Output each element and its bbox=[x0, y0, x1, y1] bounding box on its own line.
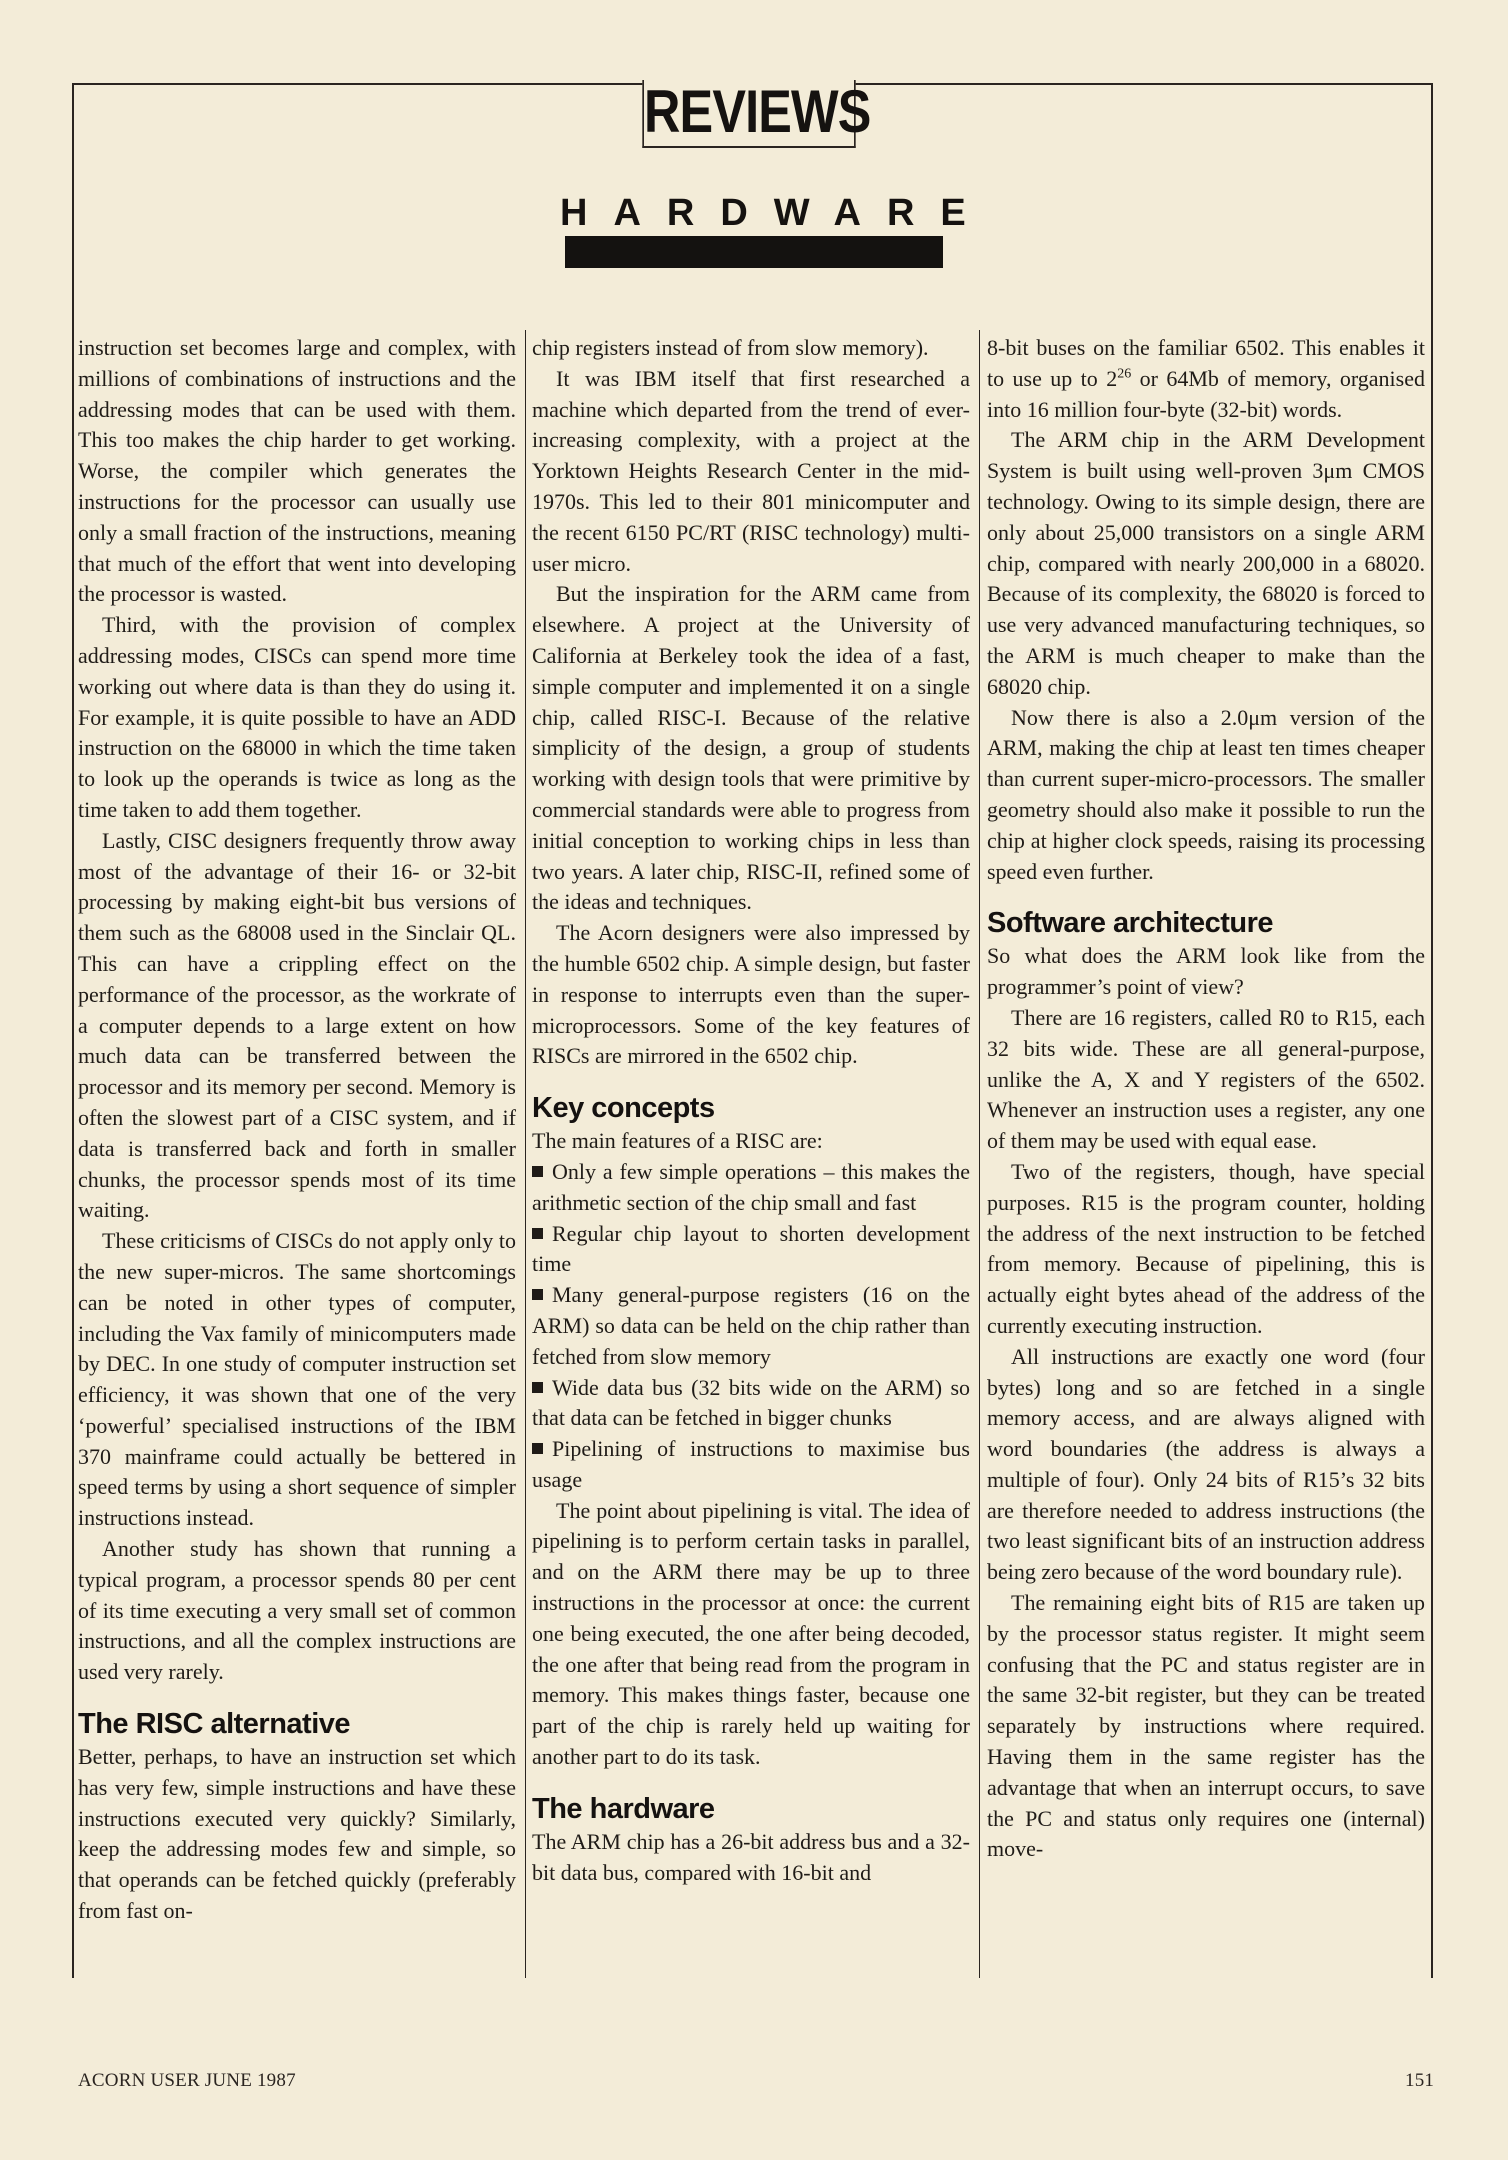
bullet-square-icon bbox=[532, 1228, 543, 1239]
page-frame-left bbox=[72, 83, 74, 1978]
paragraph: The ARM chip has a 26-bit address bus and a 32-bit data bus, compared with 16-bit and bbox=[532, 1828, 970, 1885]
paragraph: Better, perhaps, to have an instruction set which has very few, simple instructions and have these instructions executed very quickly? Similarly, keep the addressing modes few and simple, so that operands can be fetched quickly (preferably from fast on- bbox=[78, 1744, 516, 1924]
paragraph: The Acorn designers were also impressed by the humble 6502 chip. A simple design, but faster in response to interrupts even than the super-microprocessors. Some of the key features of RISCs are mirrored in the 6502 chip. bbox=[532, 920, 970, 1069]
bullet-item: Wide data bus (32 bits wide on the ARM) so that data can be fetched in bigger chunks bbox=[532, 1374, 970, 1431]
footer-page-number: 151 bbox=[1405, 2070, 1435, 2091]
subsection-title: HARDWARE bbox=[560, 192, 992, 234]
heading-key-concepts: Key concepts bbox=[532, 1092, 715, 1125]
paragraph: It was IBM itself that first researched a machine which departed from the trend of ever-increasing complexity, with a project at the Yorktown Heights Research Center in the mid-1970s. This led to their 801 minicomputer and the recent 6150 PC/RT (RISC technology) multi-user micro. bbox=[532, 365, 970, 576]
paragraph: Now there is also a 2.0μm version of the ARM, making the chip at least ten times cheaper than current super-micro-processors. The smaller geometry should also make it possible to run the chip at higher clock speeds, raising its processing speed even further. bbox=[987, 704, 1425, 884]
paragraph: instruction set becomes large and complex, with millions of combinations of instructions and the addressing modes that can be used with them. This too makes the chip harder to get working. Worse, the compiler which generates the instructions for the processor can usually use only a small fraction of the instructions, meaning that much of the effort that went into developing the processor is wasted. bbox=[78, 335, 516, 607]
paragraph: chip registers instead of from slow memory). bbox=[532, 335, 929, 360]
heading-the-hardware: The hardware bbox=[532, 1792, 715, 1825]
bullet-square-icon bbox=[532, 1443, 543, 1454]
paragraph: 8-bit buses on the familiar 6502. This enables it to use up to $2^{26}$ or 64Mb of memory, organised into 16 million four-byte (32-bit) words. bbox=[987, 335, 1425, 422]
bullet-item: Regular chip layout to shorten development time bbox=[532, 1220, 970, 1277]
paragraph: The ARM chip in the ARM Development System is built using well-proven 3μm CMOS technology. Owing to its simple design, there are only about 25,000 transistors on a single ARM chip, compared with nearly 200,000 in a 68020. Because of its complexity, the 68020 is forced to use very advanced manufacturing techniques, so the ARM is much cheaper to make than the 68020 chip. bbox=[987, 427, 1425, 699]
column-rule-1 bbox=[525, 330, 526, 1978]
paragraph: The point about pipelining is vital. The idea of pipelining is to perform certain tasks in parallel, and on the ARM there may be up to three instructions in the processor at once: the current one being executed, the one after being decoded, the one after that being read from the program in memory. This makes things faster, because one part of the chip is rarely held up waiting for another part to do its task. bbox=[532, 1497, 970, 1770]
paragraph: These criticisms of CISCs do not apply only to the new super-micros. The same shortcomings can be noted in other types of computer, including the Vax family of minicomputers made by DEC. In one study of computer instruction set efficiency, it was shown that one of the very ‘powerful’ specialised instructions of the IBM 370 mainframe could actually be bettered in speed terms by using a short sequence of simpler instructions instead. bbox=[78, 1228, 516, 1531]
bullet-item: Many general-purpose registers (16 on the ARM) so data can be held on the chip rather than fetched from slow memory bbox=[532, 1282, 970, 1369]
paragraph: Third, with the provision of complex addressing modes, CISCs can spend more time working out where data is than they do using it. For example, it is quite possible to have an ADD instruction on the 68000 in which the time taken to look up the operands is twice as long as the time taken to add them together. bbox=[78, 612, 516, 822]
heading-risc-alternative: The RISC alternative bbox=[78, 1708, 351, 1741]
paragraph: Two of the registers, though, have special purposes. R15 is the program counter, holding the address of the next instruction to be fetched from memory. Because of pipelining, this is actually eight bytes ahead of the address of the currently executing instruction. bbox=[987, 1158, 1425, 1338]
paragraph: So what does the ARM look like from the programmer’s point of view? bbox=[987, 943, 1425, 1000]
bullet-square-icon bbox=[532, 1382, 543, 1393]
column-rule-2 bbox=[979, 330, 980, 1978]
column-1 bbox=[78, 333, 516, 1927]
footer-publication: ACORN USER JUNE 1987 bbox=[78, 2070, 296, 2091]
heading-software-architecture: Software architecture bbox=[987, 907, 1274, 940]
paragraph: But the inspiration for the ARM came from elsewhere. A project at the University of California at Berkeley took the idea of a fast, simple computer and implemented it on a single chip, called RISC-I. Because of the relative simplicity of the design, a group of students working with design tools that were primitive by commercial standards were able to progress from initial conception to working chips in less than two years. A later chip, RISC-II, refined some of the ideas and techniques. bbox=[532, 581, 970, 915]
column-3 bbox=[987, 333, 1425, 1865]
paragraph: Lastly, CISC designers frequently throw away most of the advantage of their 16- or 32-bit processing by making eight-bit bus versions of them such as the 68008 used in the Sinclair QL. This can have a crippling effect on the performance of the processor, as the workrate of a computer depends to a large extent on how much data can be transferred between the processor and its memory per second. Memory is often the slowest part of a CISC system, and if data is transferred back and forth in smaller chunks, the processor spends most of its time waiting. bbox=[78, 827, 516, 1223]
bullet-item: Only a few simple operations – this makes the arithmetic section of the chip small and fast bbox=[532, 1158, 970, 1215]
paragraph: Another study has shown that running a typical program, a processor spends 80 per cent of its time executing a very small set of common instructions, and all the complex instructions are used very rarely. bbox=[78, 1536, 516, 1685]
paragraph: The main features of a RISC are: bbox=[532, 1128, 823, 1154]
subsection-bar bbox=[565, 236, 943, 268]
paragraph: There are 16 registers, called R0 to R15, each 32 bits wide. These are all general-purpose, unlike the A, X and Y registers of the 6502. Whenever an instruction uses a register, any one of them may be used with equal ease. bbox=[987, 1004, 1425, 1154]
column-2 bbox=[532, 333, 970, 1888]
paragraph: All instructions are exactly one word (four bytes) long and so are fetched in a single memory access, and are always aligned with word boundaries (the address is always a multiple of four). Only 24 bits of R15’s 32 bits are therefore needed to address instructions (the two least significant bits of an instruction address being zero because of the word boundary rule). bbox=[987, 1343, 1425, 1585]
bullet-item: Pipelining of instructions to maximise bus usage bbox=[532, 1436, 970, 1492]
page-frame-right bbox=[1431, 83, 1433, 1978]
bullet-square-icon bbox=[532, 1166, 543, 1177]
paragraph: The remaining eight bits of R15 are taken up by the processor status register. It might seem confusing that the PC and status register are in the same 32-bit register, but they can be treated separately by instructions where required. Having them in the same register has the advantage that when an interrupt occurs, to save the PC and status only requires one (internal) move- bbox=[987, 1590, 1425, 1862]
bullet-square-icon bbox=[532, 1289, 543, 1300]
section-title: REVIEWS bbox=[642, 80, 855, 148]
